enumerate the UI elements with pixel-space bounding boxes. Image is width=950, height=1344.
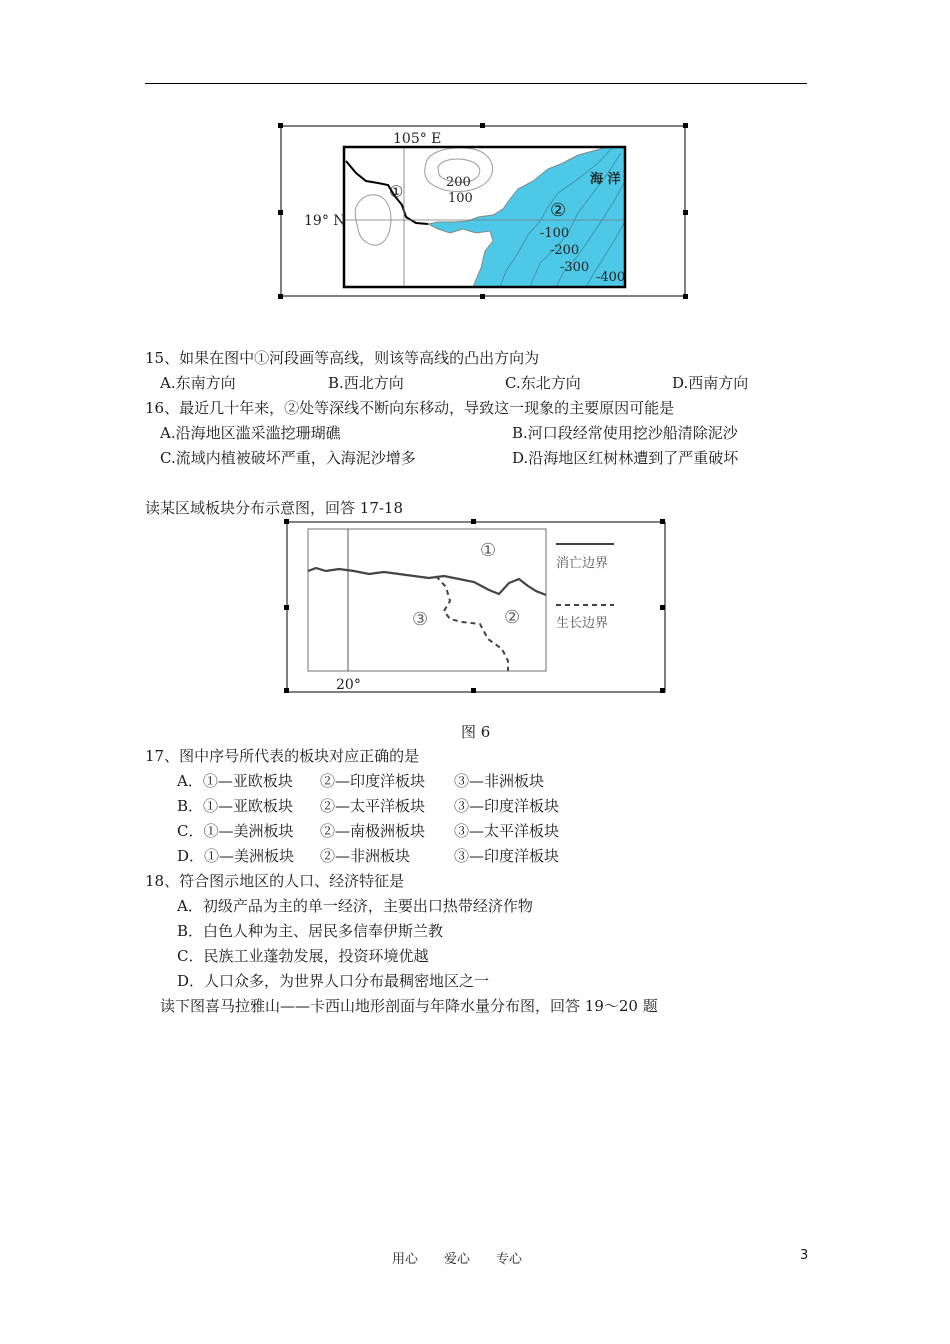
marker-1: ① xyxy=(389,182,404,201)
q18-option-d: D．人口众多，为世界人口分布最稠密地区之一 xyxy=(177,972,490,990)
page-number: 3 xyxy=(800,1248,809,1263)
isobath-label-200: -200 xyxy=(550,243,580,258)
marker-2: ② xyxy=(550,200,567,221)
isobath-label-100: -100 xyxy=(540,226,570,241)
q17-b-plate3: ③—印度洋板块 xyxy=(454,797,560,815)
q17-a-plate2: ②—印度洋板块 xyxy=(320,772,426,790)
q18-option-a: A．初级产品为主的单一经济，主要出口热带经济作物 xyxy=(177,897,533,915)
longitude-label: 105° E xyxy=(393,131,442,147)
legend-growth-label: 生长边界 xyxy=(556,616,609,631)
q17-c-plate3: ③—太平洋板块 xyxy=(454,822,560,840)
q16-option-c: C.流域内植被破坏严重，入海泥沙增多 xyxy=(160,449,416,467)
q17-a-plate3: ③—非洲板块 xyxy=(454,772,545,790)
q15-option-c: C.东北方向 xyxy=(505,374,581,392)
plate-marker-1: ① xyxy=(480,540,497,561)
q18-option-b: B．白色人种为主、居民多信奉伊斯兰教 xyxy=(177,922,444,940)
contour-label-200: 200 xyxy=(446,175,471,190)
legend-subduction-label: 消亡边界 xyxy=(556,556,609,571)
q17-d-plate1: D．①—美洲板块 xyxy=(177,847,295,865)
coastal-contour-map xyxy=(278,123,688,299)
footer-motto: 用心 爱心 专心 xyxy=(392,1252,523,1267)
q17-c-plate1: C．①—美洲板块 xyxy=(177,822,294,840)
isobath-label-300: -300 xyxy=(560,260,590,275)
q17-d-plate2: ②—非洲板块 xyxy=(320,847,411,865)
q17-stem: 17、图中序号所代表的板块对应正确的是 xyxy=(145,747,420,765)
q17-d-plate3: ③—印度洋板块 xyxy=(454,847,560,865)
q15-stem: 15、如果在图中①河段画等高线，则该等高线的凸出方向为 xyxy=(145,349,540,367)
q17-a-plate1: A．①—亚欧板块 xyxy=(177,772,293,790)
contour-label-100: 100 xyxy=(448,191,473,206)
q16-option-a: A.沿海地区滥采滥挖珊瑚礁 xyxy=(160,424,341,442)
q17-b-plate1: B．①—亚欧板块 xyxy=(177,797,294,815)
plate-marker-2: ② xyxy=(504,607,521,628)
plate-marker-3: ③ xyxy=(412,609,429,630)
intro-19-20: 读下图喜马拉雅山——卡西山地形剖面与年降水量分布图，回答 19～20 题 xyxy=(160,997,658,1015)
plate-boundary-map xyxy=(284,519,668,695)
intro-17-18: 读某区域板块分布示意图，回答 17-18 xyxy=(145,499,404,517)
q18-stem: 18、符合图示地区的人口、经济特征是 xyxy=(145,872,405,890)
q15-option-d: D.西南方向 xyxy=(672,374,749,392)
sea-label: 海 洋 xyxy=(590,172,621,187)
q15-option-a: A.东南方向 xyxy=(160,374,236,392)
q17-b-plate2: ②—太平洋板块 xyxy=(320,797,426,815)
isobath-label-400: -400 xyxy=(596,270,626,285)
q16-stem: 16、最近几十年来，②处等深线不断向东移动，导致这一现象的主要原因可能是 xyxy=(145,399,675,417)
longitude-label-20: 20° xyxy=(336,677,361,693)
latitude-label: 19° N xyxy=(304,213,346,229)
q16-option-b: B.河口段经常使用挖沙船清除泥沙 xyxy=(512,424,738,442)
header-rule xyxy=(145,83,807,84)
q17-c-plate2: ②—南极洲板块 xyxy=(320,822,426,840)
figure-caption: 图 6 xyxy=(461,723,491,741)
q15-option-b: B.西北方向 xyxy=(328,374,404,392)
q16-option-d: D.沿海地区红树林遭到了严重破坏 xyxy=(512,449,739,467)
q18-option-c: C．民族工业蓬勃发展，投资环境优越 xyxy=(177,947,429,965)
